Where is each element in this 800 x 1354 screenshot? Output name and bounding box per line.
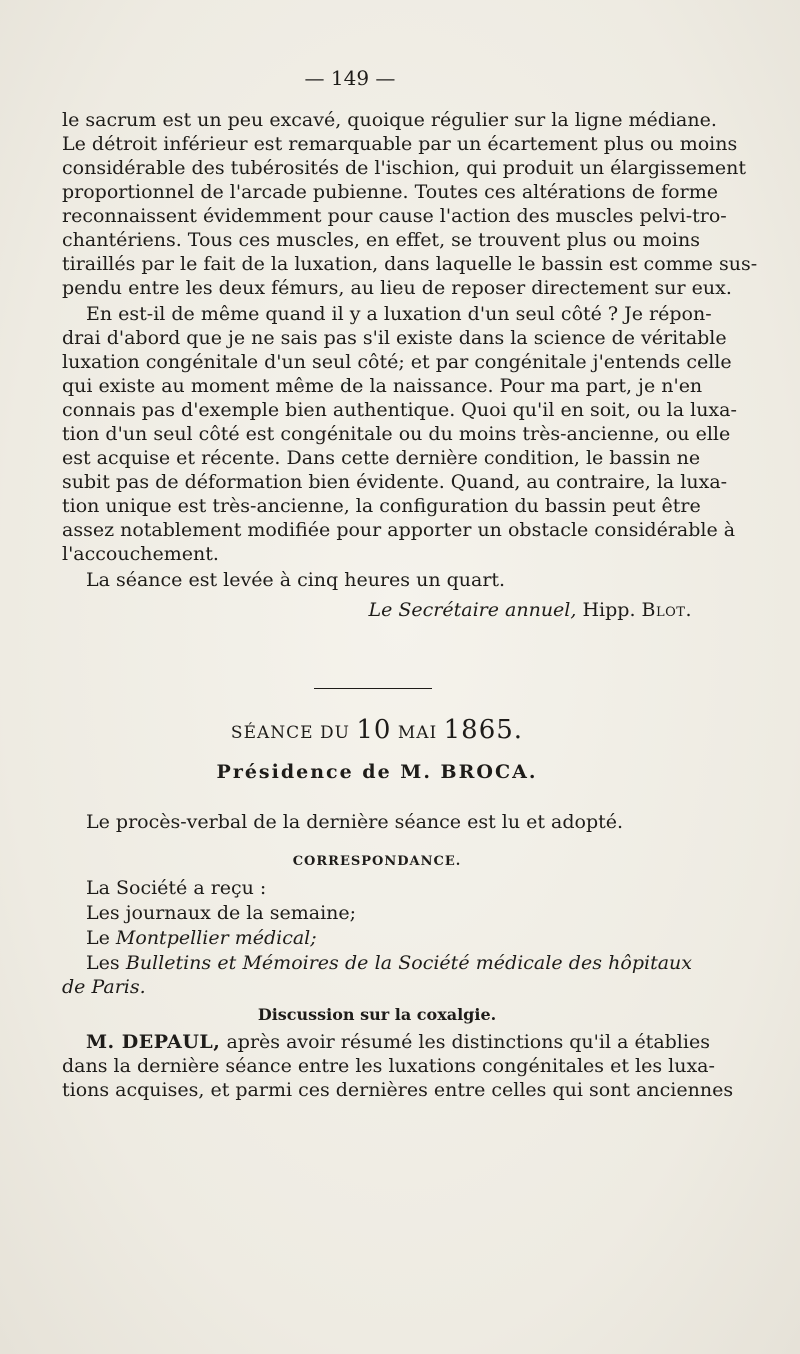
signature — [62, 598, 692, 622]
session-day: 10 — [356, 715, 392, 745]
text-line: tion unique est très-ancienne, la configuration du bassin peut être — [62, 495, 701, 517]
text-line: subit pas de déformation bien évidente. Quand, au contraire, la luxa- — [62, 471, 728, 493]
text-line: La séance est levée à cinq heures un quart. — [86, 569, 506, 591]
discussion-line: tions acquises, et parmi ces dernières entre celles qui sont anciennes — [62, 1079, 734, 1101]
presidence: Présidence de M. BROCA. — [216, 761, 538, 783]
correspondance-item-cont: de Paris. — [62, 976, 146, 998]
correspondance-item: Le Montpellier médical; — [86, 927, 317, 949]
text-line: drai d'abord que je ne sais pas s'il existe dans la science de véritable — [62, 327, 727, 349]
text-line: considérable des tubérosités de l'ischion, qui produit un élargissement — [62, 157, 746, 179]
text-line: le sacrum est un peu excavé, quoique régulier sur la ligne médiane. — [62, 109, 717, 131]
discussion-heading: Discussion sur la coxalgie. — [257, 1005, 497, 1024]
page-number: — 149 — — [304, 66, 396, 90]
signature-surname: Blot. — [641, 599, 692, 621]
text-line: reconnaissent évidemment pour cause l'action des muscles pelvi-tro- — [62, 205, 727, 227]
discussion-line: dans la dernière séance entre les luxations congénitales et les luxa- — [62, 1055, 715, 1077]
text-line: Le détroit inférieur est remarquable par un écartement plus ou moins — [62, 133, 738, 155]
session-month: MAI — [397, 723, 438, 743]
separator-rule — [314, 688, 432, 689]
correspondance-intro: La Société a reçu : — [86, 877, 267, 899]
signature-name: Hipp. — [582, 599, 636, 621]
journal-title: Bulletins et Mémoires de la Société médicale des hôpitaux — [125, 952, 693, 974]
journal-title: Montpellier médical; — [115, 927, 317, 949]
signature-role: Le Secrétaire annuel, — [368, 599, 577, 621]
discussion-line: M. DEPAUL, après avoir résumé les distinctions qu'il a établies — [86, 1031, 710, 1053]
text-line: l'accouchement. — [62, 543, 219, 565]
correspondance-heading: CORRESPONDANCE. — [292, 854, 462, 869]
text-line: qui existe au moment même de la naissance. Pour ma part, je n'en — [62, 375, 703, 397]
speaker: M. DEPAUL, — [86, 1031, 221, 1053]
correspondance-item: Les Bulletins et Mémoires de la Société médicale des hôpitaux — [86, 952, 693, 974]
text-line: tiraillés par le fait de la luxation, dans laquelle le bassin est comme sus- — [62, 253, 758, 275]
session-year: 1865. — [443, 715, 524, 745]
text-line: En est-il de même quand il y a luxation d'un seul côté ? Je répon- — [86, 303, 712, 325]
text-line: chantériens. Tous ces muscles, en effet, se trouvent plus ou moins — [62, 229, 700, 251]
proces-verbal: Le procès-verbal de la dernière séance est lu et adopté. — [86, 811, 624, 833]
text-line: est acquise et récente. Dans cette dernière condition, le bassin ne — [62, 447, 701, 469]
text-line: luxation congénitale d'un seul côté; et par congénitale j'entends celle — [62, 351, 732, 373]
text-line: tion d'un seul côté est congénitale ou du moins très-ancienne, ou elle — [62, 423, 731, 445]
text-line: pendu entre les deux fémurs, au lieu de reposer directement sur eux. — [62, 277, 732, 299]
session-prefix: SÉANCE DU — [230, 723, 350, 743]
text-line: assez notablement modifiée pour apporter un obstacle considérable à — [62, 519, 736, 541]
text-line: connais pas d'exemple bien authentique. Quoi qu'il en soit, ou la luxa- — [62, 399, 737, 421]
session-heading — [62, 715, 692, 745]
correspondance-item: Les journaux de la semaine; — [86, 902, 357, 924]
text-line: proportionnel de l'arcade pubienne. Toutes ces altérations de forme — [62, 181, 718, 203]
